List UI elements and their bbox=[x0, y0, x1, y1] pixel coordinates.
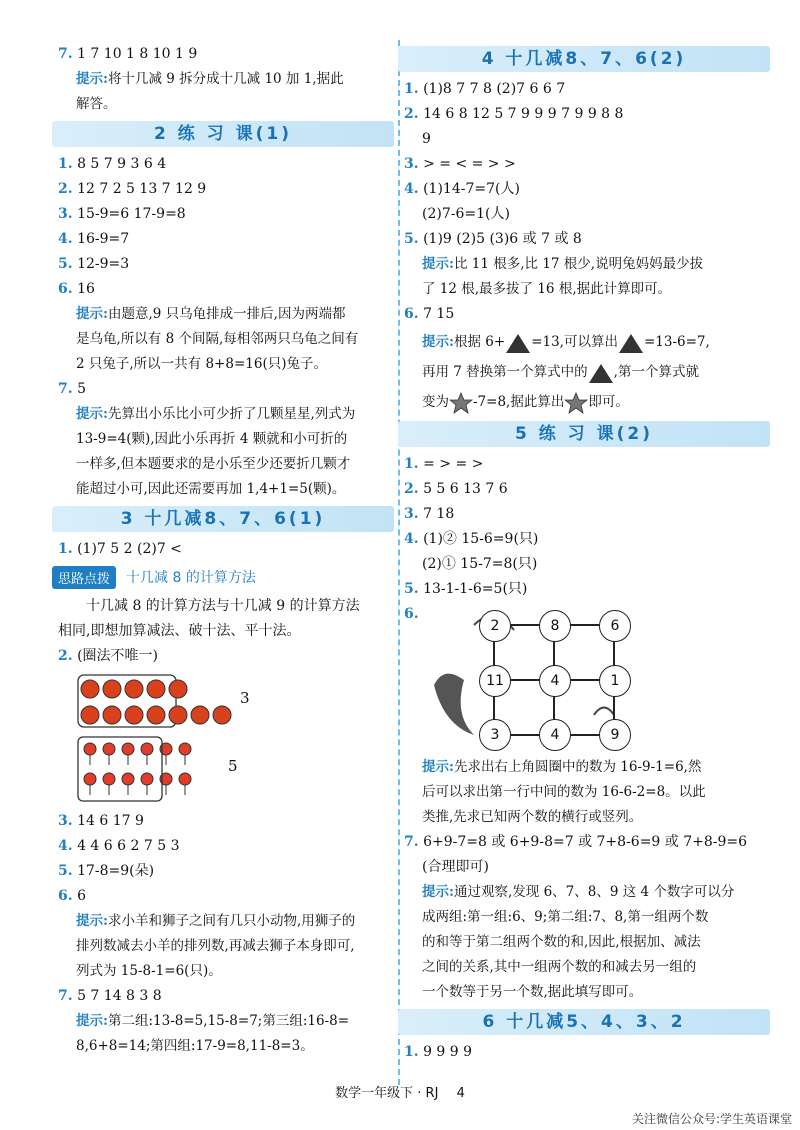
star-icon bbox=[449, 392, 473, 414]
answer-line: 6. 16 bbox=[58, 281, 95, 297]
column-divider bbox=[398, 40, 400, 1085]
hint-cont: 能超过小可,因此还需要再加 1,4+1=5(颗)。 bbox=[76, 481, 346, 497]
hint-cont: 排列数减去小羊的排列数,再减去狮子本身即可, bbox=[76, 938, 355, 954]
answer-line: 7. 1 7 10 1 8 10 1 9 bbox=[58, 46, 198, 62]
number-grid-puzzle bbox=[404, 605, 770, 745]
grid-cell: 4 bbox=[539, 719, 571, 751]
apple-icon bbox=[125, 706, 143, 724]
hint: 提示:由题意,9 只乌龟排成一排后,因为两端都 bbox=[76, 306, 346, 322]
section-header: 4 十几减8、7、6(2) bbox=[398, 46, 770, 72]
answer-line: 1. = > = > bbox=[404, 456, 484, 472]
answer-line: 5. 17-8=9(朵) bbox=[58, 863, 155, 879]
answer-line: 1. (1)7 5 2 (2)7 < bbox=[58, 541, 182, 557]
apples-flowers-illustration bbox=[58, 669, 394, 809]
answer-line: 6. 7 15 bbox=[404, 306, 455, 322]
answer-line: 3. > = < = > > bbox=[404, 156, 516, 172]
apple-icon bbox=[191, 706, 209, 724]
apple-icon bbox=[125, 680, 143, 698]
left-column bbox=[58, 42, 394, 1059]
answer-line: 4. (1)14-7=7(人) bbox=[404, 181, 520, 197]
answer-line: 5. (1)9 (2)5 (3)6 或 7 或 8 bbox=[404, 231, 582, 247]
answer-line: 2. 12 7 2 5 13 7 12 9 bbox=[58, 181, 207, 197]
apple-icon bbox=[81, 706, 99, 724]
tip-title: 十几减 8 的计算方法 bbox=[126, 570, 256, 586]
apple-answer: 3 bbox=[240, 689, 250, 707]
apple-icon bbox=[103, 706, 121, 724]
grid-cell: 2 bbox=[479, 610, 511, 642]
section-header: 2 练 习 课(1) bbox=[52, 121, 394, 147]
hint: 提示:通过观察,发现 6、7、8、9 这 4 个数字可以分 bbox=[422, 884, 735, 900]
answer-line: 4. 4 4 6 6 2 7 5 3 bbox=[58, 838, 180, 854]
hint-cont: 变为 -7=8,据此算出 即可。 bbox=[404, 387, 770, 417]
apple-group bbox=[78, 675, 231, 727]
answer-line: 6. bbox=[404, 606, 419, 622]
answer-line: 5. 13-1-1-6=5(只) bbox=[404, 581, 528, 597]
page-number: 4 bbox=[456, 1086, 465, 1101]
section-header: 5 练 习 课(2) bbox=[398, 421, 770, 447]
apple-icon bbox=[147, 680, 165, 698]
apple-icon bbox=[169, 706, 187, 724]
answer-line: 9 bbox=[422, 131, 431, 147]
flower-answer: 5 bbox=[228, 757, 238, 775]
grid-cell: 1 bbox=[599, 665, 631, 697]
hint-cont: 的和等于第二组两个数的和,因此,根据加、减法 bbox=[422, 934, 701, 950]
tip-paragraph: 相同,即想加算减法、破十法、平十法。 bbox=[58, 623, 301, 639]
page-footer bbox=[0, 1082, 800, 1101]
apple-icon bbox=[169, 680, 187, 698]
answer-line: (2)① 15-7=8(只) bbox=[422, 556, 538, 572]
flower-icon bbox=[103, 743, 115, 765]
apple-icon bbox=[147, 706, 165, 724]
section-header: 6 十几减5、4、3、2 bbox=[398, 1009, 770, 1035]
hint-cont: 一样多,但本题要求的是小乐至少还要折几颗才 bbox=[76, 456, 351, 472]
hint-cont: 一个数等于另一个数,据此填写即可。 bbox=[422, 984, 643, 1000]
hint: 提示:求小羊和狮子之间有几只小动物,用狮子的 bbox=[76, 913, 356, 929]
flower-icon bbox=[84, 773, 96, 795]
grid-cell: 3 bbox=[479, 719, 511, 751]
tip-paragraph: 十几减 8 的计算方法与十几减 9 的计算方法 bbox=[86, 598, 360, 614]
triangle-icon bbox=[505, 332, 531, 354]
answer-line: 7. 6+9-7=8 或 6+9-8=7 或 7+8-6=9 或 7+8-9=6 bbox=[404, 834, 748, 850]
tip-box bbox=[52, 564, 394, 590]
answer-line: (2)7-6=1(人) bbox=[422, 206, 510, 222]
answer-line: 1. (1)8 7 7 8 (2)7 6 6 7 bbox=[404, 81, 566, 97]
section-header: 3 十几减8、7、6(1) bbox=[52, 506, 394, 532]
answer-line: 2. 14 6 8 12 5 7 9 9 9 7 9 9 8 8 bbox=[404, 106, 624, 122]
hint: 提示:将十几减 9 拆分成十几减 10 加 1,据此 bbox=[76, 71, 344, 87]
apple-icon bbox=[81, 680, 99, 698]
hint-cont: 了 12 根,最多拔了 16 根,据此计算即可。 bbox=[422, 281, 672, 297]
hint-cont: 再用 7 替换第一个算式中的 ,第一个算式就 bbox=[404, 357, 770, 387]
flower-icon bbox=[122, 773, 134, 795]
hint: 提示:先算出小乐比小可少折了几颗星星,列式为 bbox=[76, 406, 356, 422]
hint: 提示:根据 6+ =13,可以算出 =13-6=7, bbox=[404, 327, 770, 357]
flower-icon bbox=[141, 743, 153, 765]
right-column bbox=[404, 42, 770, 1065]
hint-cont: 列式为 15-8-1=6(只)。 bbox=[76, 963, 222, 979]
hint-cont: 后可以求出第一行中间的数为 16-6-2=8。以此 bbox=[422, 784, 706, 800]
answer-line: 7. 5 bbox=[58, 381, 86, 397]
answer-line: 3. 7 18 bbox=[404, 506, 455, 522]
hint-cont: 8,6+8=14;第四组:17-9=8,11-8=3。 bbox=[76, 1038, 314, 1054]
triangle-icon bbox=[618, 332, 644, 354]
flower-icon bbox=[122, 743, 134, 765]
hint-cont: 解答。 bbox=[76, 96, 117, 112]
answer-line: 5. 12-9=3 bbox=[58, 256, 130, 272]
circling-illustration bbox=[58, 669, 394, 809]
grid-cell: 4 bbox=[539, 665, 571, 697]
answer-line: (合理即可) bbox=[422, 859, 489, 875]
grid-lines bbox=[404, 605, 770, 745]
flower-icon bbox=[141, 773, 153, 795]
hint: 提示:比 11 根多,比 17 根少,说明兔妈妈最少拔 bbox=[422, 256, 704, 272]
hint-cont: 是乌龟,所以有 8 个间隔,每相邻两只乌龟之间有 bbox=[76, 331, 359, 347]
triangle-icon bbox=[588, 362, 614, 384]
answer-line: 1. 9 9 9 9 bbox=[404, 1044, 473, 1060]
answer-line: 4. (1)② 15-6=9(只) bbox=[404, 531, 539, 547]
flower-icon bbox=[84, 743, 96, 765]
watermark: 关注微信公众号:学生英语课堂 bbox=[631, 1112, 792, 1126]
apple-icon bbox=[213, 706, 231, 724]
apple-icon bbox=[103, 680, 121, 698]
hint-cont: 类推,先求已知两个数的横行或竖列。 bbox=[422, 809, 643, 825]
tip-tag: 思路点拨 bbox=[52, 566, 116, 589]
footer-subject: 数学一年级下 · RJ bbox=[335, 1086, 439, 1101]
answer-line: 7. 5 7 14 8 3 8 bbox=[58, 988, 162, 1004]
hint-cont: 13-9=4(颗),因此小乐再折 4 颗就和小可折的 bbox=[76, 431, 348, 447]
grid-cell: 9 bbox=[599, 719, 631, 751]
answer-line: 3. 14 6 17 9 bbox=[58, 813, 144, 829]
answer-line: 2. (圈法不唯一) bbox=[58, 648, 159, 664]
grid-cell: 11 bbox=[479, 665, 511, 697]
flower-icon bbox=[103, 773, 115, 795]
hint: 提示:第二组:13-8=5,15-8=7;第三组:16-8= bbox=[76, 1013, 350, 1029]
hint-cont: 2 只兔子,所以一共有 8+8=16(只)兔子。 bbox=[76, 356, 327, 372]
answer-line: 2. 5 5 6 13 7 6 bbox=[404, 481, 508, 497]
grid-cell: 8 bbox=[539, 610, 571, 642]
hint: 提示:先求出右上角圆圈中的数为 16-9-1=6,然 bbox=[422, 759, 702, 775]
answer-line: 1. 8 5 7 9 3 6 4 bbox=[58, 156, 167, 172]
flower-icon bbox=[179, 743, 191, 765]
answer-line: 4. 16-9=7 bbox=[58, 231, 130, 247]
hint-cont: 之间的关系,其中一组两个数的和减去另一组的 bbox=[422, 959, 697, 975]
hint-cont: 成两组:第一组:6、9;第二组:7、8,第一组两个数 bbox=[422, 909, 709, 925]
answer-line: 6. 6 bbox=[58, 888, 86, 904]
answer-line: 3. 15-9=6 17-9=8 bbox=[58, 206, 186, 222]
star-icon bbox=[564, 392, 588, 414]
grid-cell: 6 bbox=[599, 610, 631, 642]
flower-icon bbox=[179, 773, 191, 795]
